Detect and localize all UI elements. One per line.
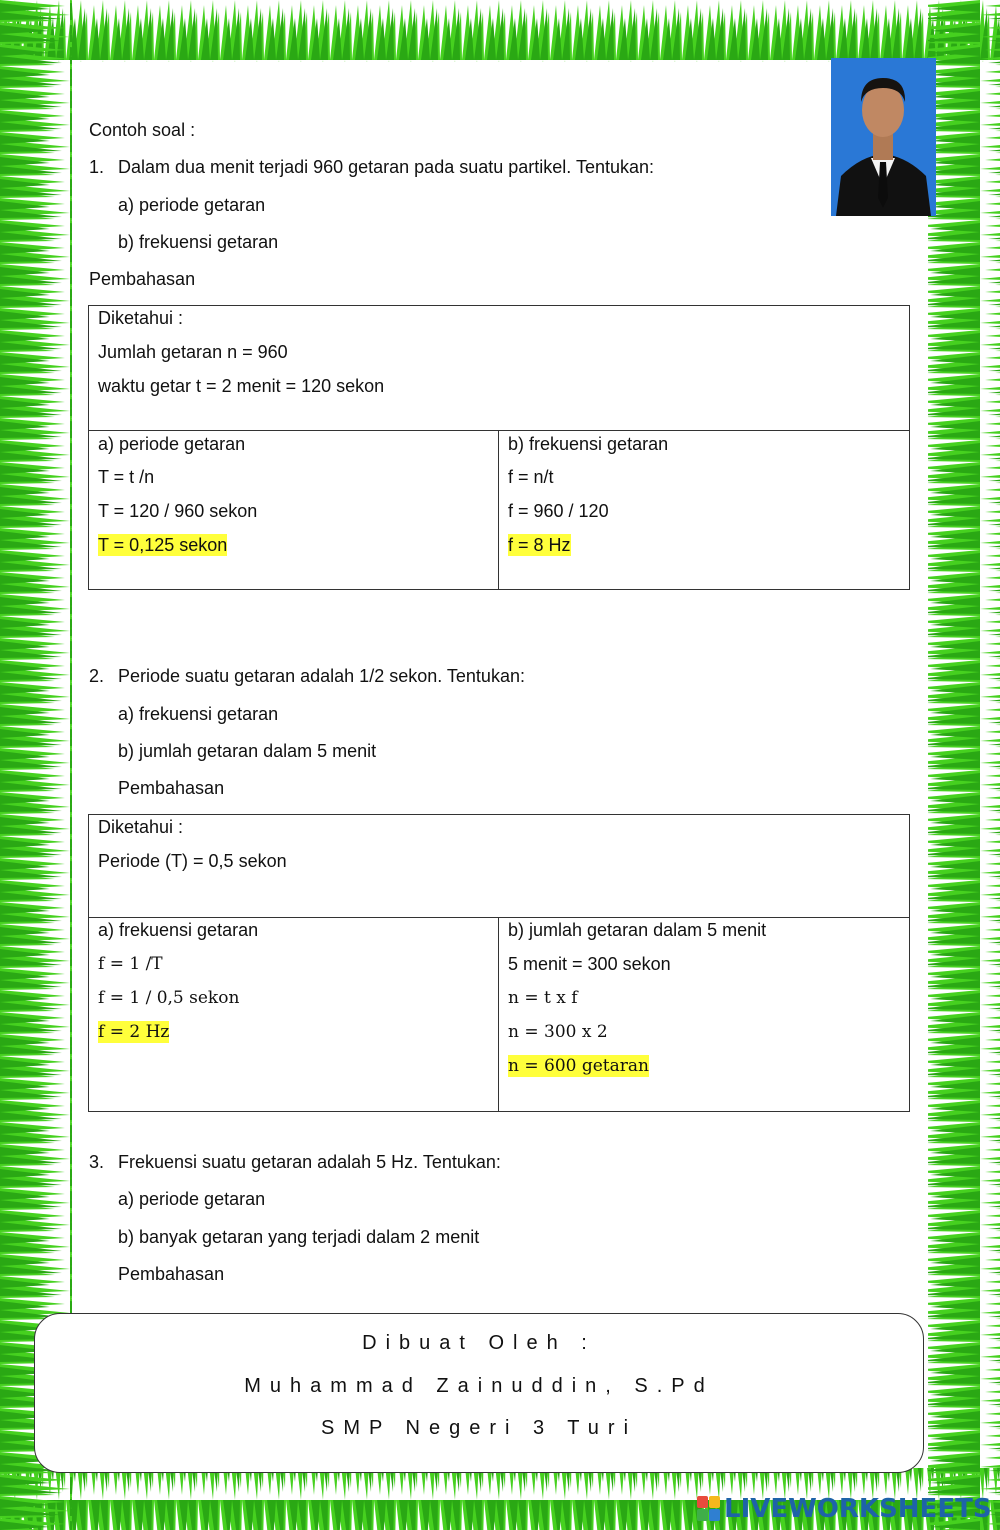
q2-left-formula: f = 1 /T xyxy=(98,954,163,974)
q1-right-formula: f = n/t xyxy=(508,467,554,487)
q1-part-a: a) periode getaran xyxy=(118,195,266,215)
q2-given-period: Periode (T) = 0,5 sekon xyxy=(98,851,287,871)
q2-right-conversion: 5 menit = 300 sekon xyxy=(508,954,671,974)
credit-made-by: Dibuat Oleh : xyxy=(362,1332,596,1354)
q1-table-divider xyxy=(88,430,910,431)
credit-school: SMP Negeri 3 Turi xyxy=(320,1417,638,1439)
q2-text: Periode suatu getaran adalah 1/2 sekon. Tentukan: xyxy=(118,666,525,686)
q2-right-formula: n = t x f xyxy=(508,988,578,1008)
q1-left-answer: T = 0,125 sekon xyxy=(98,535,228,555)
q3-part-b: b) banyak getaran yang terjadi dalam 2 menit xyxy=(118,1227,480,1247)
q1-right-answer: f = 8 Hz xyxy=(508,535,571,555)
author-photo xyxy=(831,58,936,216)
q1-given-t: waktu getar t = 2 menit = 120 sekon xyxy=(98,376,385,396)
q2-pembahasan: Pembahasan xyxy=(118,778,225,798)
q1-left-substitution: T = 120 / 960 sekon xyxy=(98,501,258,521)
q1-part-b: b) frekuensi getaran xyxy=(118,232,279,252)
q2-right-title: b) jumlah getaran dalam 5 menit xyxy=(508,920,767,940)
q3-part-a: a) periode getaran xyxy=(118,1189,266,1209)
liveworksheets-brand[interactable]: LIVEWORKSHEETS xyxy=(724,1494,992,1524)
q1-right-title: b) frekuensi getaran xyxy=(508,434,669,454)
q1-left-formula: T = t /n xyxy=(98,467,155,487)
q1-text: Dalam dua menit terjadi 960 getaran pada suatu partikel. Tentukan: xyxy=(118,157,655,177)
q2-right-substitution: n = 300 x 2 xyxy=(508,1022,608,1042)
q2-part-b: b) jumlah getaran dalam 5 menit xyxy=(118,741,377,761)
page-heading: Contoh soal : xyxy=(89,120,196,140)
q2-table-column-divider xyxy=(498,917,499,1112)
q2-number: 2. xyxy=(89,666,105,686)
q3-pembahasan: Pembahasan xyxy=(118,1264,225,1284)
q2-left-title: a) frekuensi getaran xyxy=(98,920,259,940)
q1-given-n: Jumlah getaran n = 960 xyxy=(98,342,288,362)
q1-diketahui: Diketahui : xyxy=(98,308,184,328)
q3-number: 3. xyxy=(89,1152,105,1172)
liveworksheets-logo-icon xyxy=(697,1496,721,1522)
q3-text: Frekuensi suatu getaran adalah 5 Hz. Tentukan: xyxy=(118,1152,501,1172)
q2-table-divider xyxy=(88,917,910,918)
q2-part-a: a) frekuensi getaran xyxy=(118,704,279,724)
credit-author-name: Muhammad Zainuddin, S.Pd xyxy=(244,1375,714,1397)
author-credit-box xyxy=(34,1313,924,1473)
q1-left-title: a) periode getaran xyxy=(98,434,246,454)
q2-left-substitution: f = 1 / 0,5 sekon xyxy=(98,988,240,1008)
q2-left-answer: f = 2 Hz xyxy=(98,1022,170,1042)
q1-pembahasan: Pembahasan xyxy=(89,269,196,289)
q1-right-substitution: f = 960 / 120 xyxy=(508,501,609,521)
q1-table-column-divider xyxy=(498,430,499,590)
q1-number: 1. xyxy=(89,157,105,177)
q2-right-answer: n = 600 getaran xyxy=(508,1056,649,1076)
q2-diketahui: Diketahui : xyxy=(98,817,184,837)
